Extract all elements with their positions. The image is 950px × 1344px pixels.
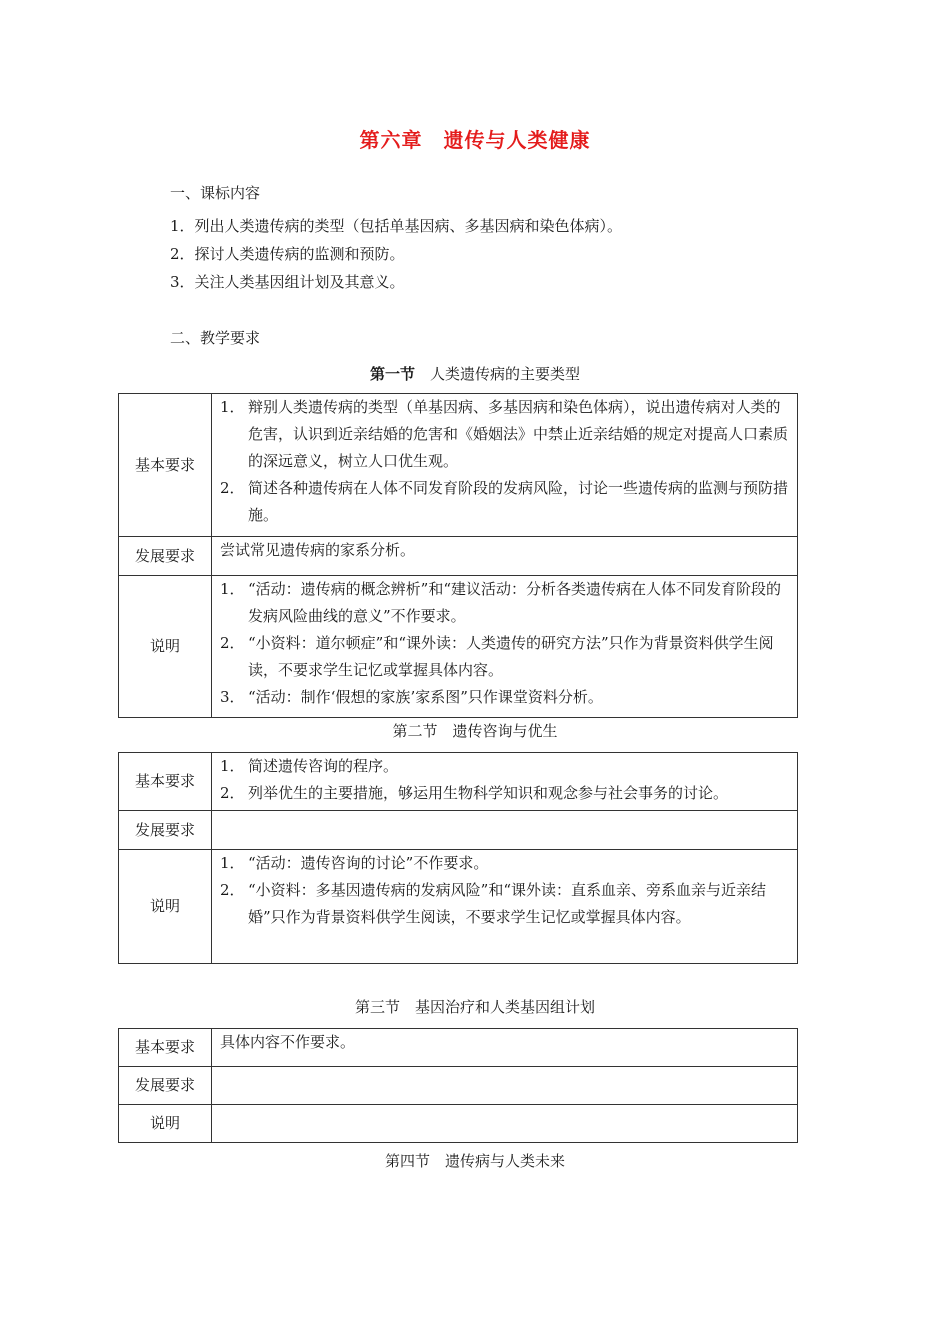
dev-row bbox=[119, 811, 798, 850]
curriculum-item-2: 2．探讨人类遗传病的监测和预防。 bbox=[170, 245, 405, 263]
list-item bbox=[220, 394, 791, 475]
section-1-title-bold: 第一节 bbox=[369, 365, 415, 383]
item-text: “活动：遗传病的概念辨析”和“建议活动：分析各类遗传病在人体不同发育阶段的发病风险曲线的意义”不作要求。 bbox=[248, 580, 782, 625]
curriculum-item-1: 1．列出人类遗传病的类型（包括单基因病、多基因病和染色体病）。 bbox=[170, 217, 623, 235]
section-1-title-rest: 人类遗传病的主要类型 bbox=[415, 365, 581, 383]
section-3-table bbox=[118, 1028, 798, 1143]
basic-row bbox=[119, 1029, 798, 1067]
basic-content bbox=[212, 753, 798, 811]
part1-heading: 一、课标内容 bbox=[170, 184, 261, 202]
item-text: 简述遗传咨询的程序。 bbox=[248, 757, 399, 775]
item-number: 2． bbox=[220, 479, 245, 497]
list-item bbox=[220, 576, 791, 630]
section-1-table bbox=[118, 393, 798, 718]
basic-label: 基本要求 bbox=[119, 1029, 212, 1067]
basic-row bbox=[119, 394, 798, 537]
basic-label: 基本要求 bbox=[119, 753, 212, 811]
list-item bbox=[220, 475, 791, 529]
note-content bbox=[212, 1105, 798, 1143]
list-item bbox=[220, 877, 791, 931]
section-2-table bbox=[118, 752, 798, 964]
section-4-title: 第四节 遗传病与人类未来 bbox=[384, 1152, 565, 1170]
dev-row bbox=[119, 1067, 798, 1105]
item-number: 1． bbox=[220, 580, 245, 598]
item-text: “活动：遗传咨询的讨论”不作要求。 bbox=[248, 854, 489, 872]
section-1-title bbox=[0, 363, 950, 384]
item-number: 2． bbox=[220, 634, 245, 652]
dev-row bbox=[119, 537, 798, 576]
basic-content bbox=[212, 394, 798, 537]
chapter-title: 第六章 遗传与人类健康 bbox=[359, 128, 591, 152]
list-item bbox=[220, 753, 791, 780]
item-text: 简述各种遗传病在人体不同发育阶段的发病风险，讨论一些遗传病的监测与预防措施。 bbox=[248, 479, 789, 524]
item-text: 辩别人类遗传病的类型（单基因病、多基因病和染色体病），说出遗传病对人类的危害，认识到近亲结婚的危害和《婚姻法》中禁止近亲结婚的规定对提高人口素质的深远意义，树立人口优生观。 bbox=[248, 398, 789, 470]
item-number: 1． bbox=[220, 398, 245, 416]
note-label: 说明 bbox=[119, 850, 212, 964]
basic-content: 具体内容不作要求。 bbox=[212, 1029, 798, 1067]
section-3-title: 第三节 基因治疗和人类基因组计划 bbox=[354, 998, 595, 1016]
list-item bbox=[220, 630, 791, 684]
dev-label: 发展要求 bbox=[119, 1067, 212, 1105]
dev-content bbox=[212, 811, 798, 850]
item-text: “小资料：道尔顿症”和“课外读：人类遗传的研究方法”只作为背景资料供学生阅读，不要求学生记忆或掌握具体内容。 bbox=[248, 634, 774, 679]
dev-label: 发展要求 bbox=[119, 811, 212, 850]
note-content bbox=[212, 850, 798, 964]
note-label: 说明 bbox=[119, 1105, 212, 1143]
basic-label: 基本要求 bbox=[119, 394, 212, 537]
dev-label: 发展要求 bbox=[119, 537, 212, 576]
list-item bbox=[220, 684, 791, 711]
section-2-title: 第二节 遗传咨询与优生 bbox=[392, 722, 558, 740]
item-text: “活动：制作‘假想的家族’家系图”只作课堂资料分析。 bbox=[248, 688, 603, 706]
item-number: 1． bbox=[220, 757, 245, 775]
dev-content: 尝试常见遗传病的家系分析。 bbox=[212, 537, 798, 576]
item-number: 3． bbox=[220, 688, 245, 706]
list-item bbox=[220, 850, 791, 877]
item-number: 1． bbox=[220, 854, 245, 872]
basic-row bbox=[119, 753, 798, 811]
note-content bbox=[212, 576, 798, 718]
curriculum-item-3: 3．关注人类基因组计划及其意义。 bbox=[170, 273, 405, 291]
part2-heading: 二、教学要求 bbox=[170, 329, 261, 347]
note-label: 说明 bbox=[119, 576, 212, 718]
note-row bbox=[119, 1105, 798, 1143]
dev-content bbox=[212, 1067, 798, 1105]
item-text: 列举优生的主要措施，够运用生物科学知识和观念参与社会事务的讨论。 bbox=[248, 784, 729, 802]
note-row bbox=[119, 850, 798, 964]
item-number: 2． bbox=[220, 881, 245, 899]
list-item bbox=[220, 780, 791, 807]
note-row bbox=[119, 576, 798, 718]
item-text: “小资料：多基因遗传病的发病风险”和“课外读：直系血亲、旁系血亲与近亲结婚”只作为背景资料供学生阅读，不要求学生记忆或掌握具体内容。 bbox=[248, 881, 767, 926]
item-number: 2． bbox=[220, 784, 245, 802]
